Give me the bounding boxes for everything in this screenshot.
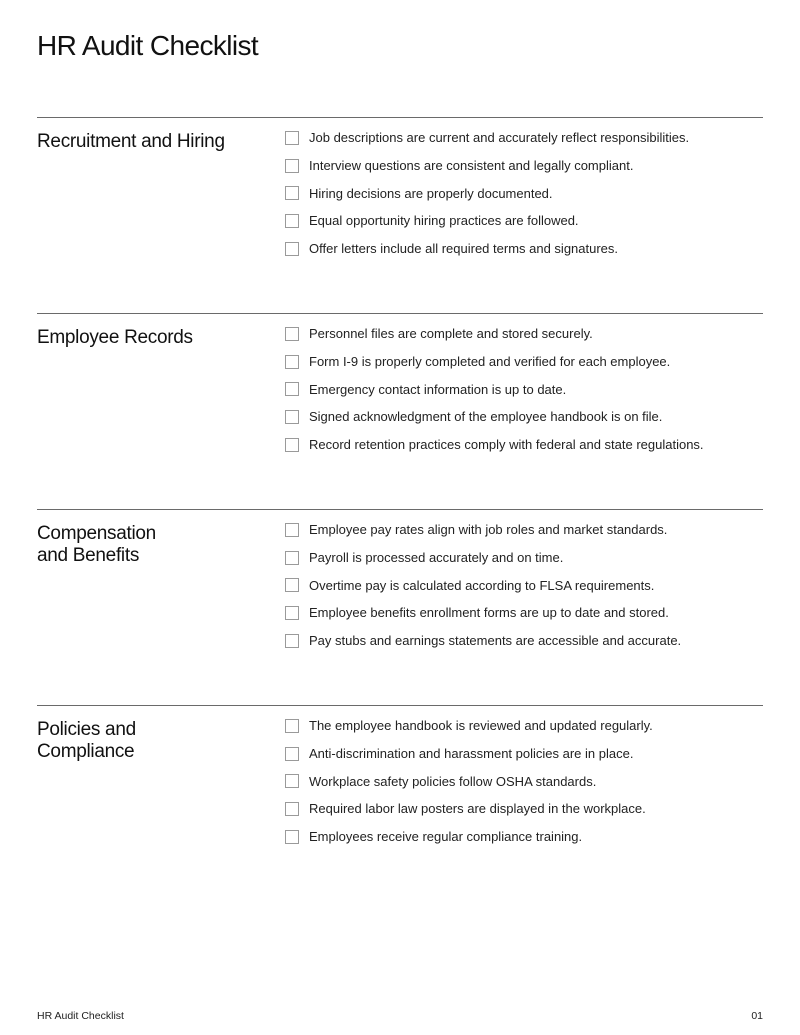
checklist-item-label: Required labor law posters are displayed in the workplace. [309, 801, 646, 817]
checklist-item [285, 130, 689, 158]
checkbox[interactable] [285, 438, 299, 452]
checkbox[interactable] [285, 774, 299, 788]
checklist-item [285, 185, 689, 213]
checklist-item [285, 522, 681, 550]
checkbox[interactable] [285, 242, 299, 256]
section-employee-records [37, 313, 763, 453]
checklist-item-label: Job descriptions are current and accurately reflect responsibilities. [309, 130, 690, 146]
checkbox[interactable] [285, 747, 299, 761]
section-recruitment-and-hiring [37, 117, 763, 257]
checkbox[interactable] [285, 634, 299, 648]
checklist-item [285, 718, 653, 746]
footer-title: HR Audit Checklist [37, 1010, 124, 1022]
checklist-item-label: Workplace safety policies follow OSHA standards. [309, 773, 597, 789]
section-title [37, 327, 267, 349]
checklist-item-label: Personnel files are complete and stored securely. [309, 326, 593, 342]
checklist-item [285, 409, 704, 437]
section-title-line: Compensation [37, 523, 156, 544]
checklist-item-label: Hiring decisions are properly documented. [309, 185, 553, 201]
checkbox[interactable] [285, 830, 299, 844]
checklist [285, 130, 689, 268]
checkbox[interactable] [285, 355, 299, 369]
section-compensation-and-benefits [37, 509, 763, 649]
checklist-item-label: Employees receive regular compliance training. [309, 829, 583, 845]
checklist-item [285, 577, 681, 605]
section-title [37, 523, 267, 567]
checkbox[interactable] [285, 802, 299, 816]
checklist-item-label: Emergency contact information is up to date. [309, 381, 567, 397]
checklist-item-label: Employee benefits enrollment forms are up to date and stored. [309, 605, 669, 621]
checklist-item-label: Overtime pay is calculated according to FLSA requirements. [309, 577, 655, 593]
checklist-item [285, 241, 689, 269]
section-title-line: and Benefits [37, 545, 140, 566]
checklist-item [285, 773, 653, 801]
checklist-item [285, 605, 681, 633]
checklist-item-label: Form I-9 is properly completed and verified for each employee. [309, 354, 671, 370]
checklist-item [285, 437, 704, 465]
checkbox[interactable] [285, 159, 299, 173]
checkbox[interactable] [285, 131, 299, 145]
checklist-item [285, 829, 653, 857]
checklist-item-label: Record retention practices comply with federal and state regulations. [309, 437, 704, 453]
checklist-item-label: Signed acknowledgment of the employee handbook is on file. [309, 409, 663, 425]
checkbox[interactable] [285, 719, 299, 733]
checklist-item-label: Offer letters include all required terms and signatures. [309, 241, 619, 257]
page-number: 01 [751, 1010, 763, 1022]
checklist-item [285, 158, 689, 186]
checkbox[interactable] [285, 382, 299, 396]
checklist-item-label: The employee handbook is reviewed and updated regularly. [309, 718, 653, 734]
checklist-item [285, 326, 704, 354]
checkbox[interactable] [285, 410, 299, 424]
checklist-item-label: Payroll is processed accurately and on time. [309, 550, 564, 566]
section-title [37, 131, 267, 153]
checklist [285, 326, 704, 464]
section-title-line: Employee Records [37, 327, 193, 348]
checkbox[interactable] [285, 551, 299, 565]
section-title [37, 719, 267, 763]
checklist-item-label: Anti-discrimination and harassment policies are in place. [309, 746, 634, 762]
checkbox[interactable] [285, 214, 299, 228]
checklist-item [285, 381, 704, 409]
checklist-item-label: Pay stubs and earnings statements are accessible and accurate. [309, 633, 682, 649]
checklist-item [285, 801, 653, 829]
checkbox[interactable] [285, 578, 299, 592]
checkbox[interactable] [285, 327, 299, 341]
checklist-item [285, 354, 704, 382]
checklist-item-label: Interview questions are consistent and legally compliant. [309, 158, 634, 174]
checklist-item [285, 746, 653, 774]
checklist-item [285, 213, 689, 241]
section-title-line: Policies and [37, 719, 136, 740]
checkbox[interactable] [285, 523, 299, 537]
page-title: HR Audit Checklist [37, 30, 259, 61]
checklist-item [285, 550, 681, 578]
checklist-item-label: Employee pay rates align with job roles and market standards. [309, 522, 668, 538]
section-title-line: Compliance [37, 741, 135, 762]
checklist-item-label: Equal opportunity hiring practices are followed. [309, 213, 579, 229]
checklist [285, 718, 653, 856]
checkbox[interactable] [285, 186, 299, 200]
checklist-item [285, 633, 681, 661]
section-policies-and-compliance [37, 705, 763, 845]
checkbox[interactable] [285, 606, 299, 620]
checklist [285, 522, 681, 660]
section-title-line: Recruitment and Hiring [37, 131, 225, 152]
